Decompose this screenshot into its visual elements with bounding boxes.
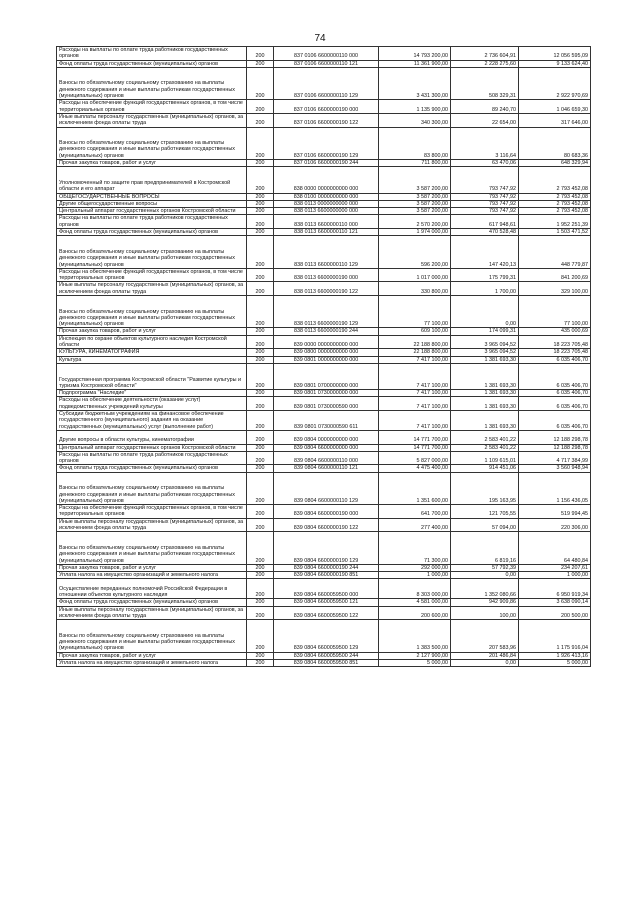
row-code-cell: 200 [247,127,274,159]
row-code-cell: 200 [247,200,274,207]
row-remainder-cell: 5 000,00 [519,660,591,667]
row-remainder-cell: 519 994,45 [519,505,591,519]
row-executed-cell: 22 654,00 [451,113,519,127]
row-kbk-cell: 838 0000 0000000000 000 [274,167,379,193]
row-name-cell: Расходы на обеспечение функций государственных органов, в том числе территориальных органов [57,100,247,114]
row-kbk-cell: 838 0113 0000000000 000 [274,200,379,207]
row-kbk-cell: 839 0804 6600000190 122 [274,518,379,532]
row-executed-cell: 57 094,00 [451,518,519,532]
row-remainder-cell: 6 035 406,70 [519,411,591,431]
table-row [57,349,591,356]
row-executed-cell: 617 948,61 [451,215,519,229]
table-row [57,47,591,61]
row-name-cell: Фонд оплаты труда государственных (муниципальных) органов [57,599,247,606]
table-row [57,532,591,564]
row-kbk-cell: 838 0113 6600000190 000 [274,268,379,282]
row-remainder-cell: 6 950 919,34 [519,579,591,599]
row-kbk-cell: 838 0113 6600000190 122 [274,282,379,296]
row-plan-cell: 3 587 200,00 [379,193,451,200]
row-executed-cell: 1 381 693,30 [451,363,519,389]
table-row [57,167,591,193]
row-plan-cell: 5 827 000,00 [379,451,451,465]
row-executed-cell: 793 747,92 [451,193,519,200]
row-executed-cell: 121 705,55 [451,505,519,519]
row-code-cell: 200 [247,328,274,335]
row-kbk-cell: 839 0804 6600059500 000 [274,579,379,599]
row-plan-cell: 711 800,00 [379,160,451,167]
row-name-cell: Взносы по обязательному социальному страхованию на выплаты денежного содержания и иные выплаты работникам государственных (муниципальных) органов [57,127,247,159]
row-kbk-cell: 837 0106 6600000110 129 [274,67,379,99]
row-plan-cell: 1 383 500,00 [379,620,451,652]
row-remainder-cell: 1 175 916,04 [519,620,591,652]
row-code-cell: 200 [247,579,274,599]
row-remainder-cell: 2 793 452,08 [519,208,591,215]
row-code-cell: 200 [247,472,274,504]
row-plan-cell: 1 017 000,00 [379,268,451,282]
row-code-cell: 200 [247,349,274,356]
row-remainder-cell: 317 646,00 [519,113,591,127]
row-executed-cell: 0,00 [451,295,519,327]
row-code-cell: 200 [247,229,274,236]
row-plan-cell: 77 100,00 [379,295,451,327]
row-executed-cell: 147 420,13 [451,236,519,268]
row-kbk-cell: 838 0113 6600000110 129 [274,236,379,268]
row-name-cell: Уполномоченный по защите прав предпринимателей в Костромской области и его аппарат [57,167,247,193]
row-remainder-cell: 2 793 452,08 [519,167,591,193]
row-executed-cell: 63 470,06 [451,160,519,167]
row-kbk-cell: 837 0106 6600000190 122 [274,113,379,127]
row-name-cell: Другие общегосударственные вопросы [57,200,247,207]
row-remainder-cell: 234 207,61 [519,564,591,571]
row-code-cell: 200 [247,295,274,327]
row-code-cell: 200 [247,356,274,363]
row-kbk-cell: 839 0801 0730000000 000 [274,390,379,397]
row-kbk-cell: 838 0100 0000000000 000 [274,193,379,200]
row-code-cell: 200 [247,451,274,465]
row-executed-cell: 1 381 693,30 [451,390,519,397]
row-remainder-cell: 435 000,69 [519,328,591,335]
row-plan-cell: 1 000,00 [379,572,451,579]
row-name-cell: Иные выплаты персоналу государственных (муниципальных) органов, за исключением фонда оплаты труда [57,113,247,127]
row-code-cell: 200 [247,335,274,349]
row-code-cell: 200 [247,518,274,532]
row-code-cell: 200 [247,572,274,579]
row-code-cell: 200 [247,363,274,389]
table-row [57,67,591,99]
row-code-cell: 200 [247,444,274,451]
row-plan-cell: 5 000,00 [379,660,451,667]
table-row [57,505,591,519]
row-code-cell: 200 [247,430,274,444]
row-code-cell: 200 [247,660,274,667]
row-kbk-cell: 839 0801 0700000000 000 [274,363,379,389]
row-remainder-cell: 1 952 251,39 [519,215,591,229]
row-remainder-cell: 3 560 948,94 [519,465,591,472]
row-plan-cell: 71 300,00 [379,532,451,564]
row-plan-cell: 7 417 100,00 [379,411,451,431]
row-code-cell: 200 [247,606,274,620]
row-plan-cell: 277 400,00 [379,518,451,532]
row-name-cell: Взносы по обязательному социальному страхованию на выплаты денежного содержания и иные выплаты работникам государственных (муниципальных) органов [57,620,247,652]
table-row [57,282,591,296]
row-name-cell: ОБЩЕГОСУДАРСТВЕННЫЕ ВОПРОСЫ [57,193,247,200]
table-row [57,100,591,114]
row-executed-cell: 2 583 401,22 [451,430,519,444]
row-executed-cell: 470 528,48 [451,229,519,236]
row-remainder-cell: 1 926 413,16 [519,652,591,659]
row-plan-cell: 2 127 900,00 [379,652,451,659]
row-plan-cell: 596 200,00 [379,236,451,268]
table-row [57,60,591,67]
row-code-cell: 200 [247,411,274,431]
table-row [57,229,591,236]
row-kbk-cell: 839 0804 6600000110 121 [274,465,379,472]
row-code-cell: 200 [247,193,274,200]
row-executed-cell: 793 747,92 [451,208,519,215]
table-row [57,160,591,167]
row-name-cell: КУЛЬТУРА, КИНЕМАТОГРАФИЯ [57,349,247,356]
row-code-cell: 200 [247,397,274,411]
row-code-cell: 200 [247,60,274,67]
row-remainder-cell: 12 188 298,78 [519,430,591,444]
row-remainder-cell: 6 035 406,70 [519,356,591,363]
row-code-cell: 200 [247,160,274,167]
row-remainder-cell: 18 223 705,48 [519,335,591,349]
row-kbk-cell: 837 0106 6600000110 121 [274,60,379,67]
row-plan-cell: 1 135 900,00 [379,100,451,114]
row-plan-cell: 22 188 800,00 [379,349,451,356]
table-row [57,451,591,465]
row-kbk-cell: 839 0801 0730000590 000 [274,397,379,411]
row-name-cell: Расходы на выплаты по оплате труда работников государственных органов [57,47,247,61]
row-executed-cell: 1 381 693,30 [451,411,519,431]
table-row [57,444,591,451]
row-plan-cell: 1 974 000,00 [379,229,451,236]
row-plan-cell: 2 570 200,00 [379,215,451,229]
table-row [57,390,591,397]
row-plan-cell: 200 600,00 [379,606,451,620]
table-row [57,606,591,620]
row-remainder-cell: 6 035 406,70 [519,390,591,397]
row-kbk-cell: 837 0106 6600000190 129 [274,127,379,159]
table-row [57,208,591,215]
row-plan-cell: 4 581 000,00 [379,599,451,606]
table-row [57,564,591,571]
row-plan-cell: 3 587 200,00 [379,167,451,193]
row-remainder-cell: 648 329,94 [519,160,591,167]
table-row [57,335,591,349]
table-row [57,579,591,599]
row-code-cell: 200 [247,67,274,99]
row-remainder-cell: 64 480,84 [519,532,591,564]
row-plan-cell: 83 800,00 [379,127,451,159]
row-kbk-cell: 838 0113 6600000190 244 [274,328,379,335]
row-remainder-cell: 841 200,69 [519,268,591,282]
row-kbk-cell: 838 0113 6600000110 121 [274,229,379,236]
row-remainder-cell: 220 306,00 [519,518,591,532]
row-plan-cell: 7 417 100,00 [379,356,451,363]
row-kbk-cell: 839 0804 0000000000 000 [274,430,379,444]
row-code-cell: 200 [247,652,274,659]
row-plan-cell: 340 300,00 [379,113,451,127]
table-row [57,356,591,363]
table-row [57,295,591,327]
row-name-cell: Другие вопросы в области культуры, кинематографии [57,430,247,444]
table-row [57,465,591,472]
row-executed-cell: 207 583,96 [451,620,519,652]
row-remainder-cell: 80 683,36 [519,127,591,159]
row-executed-cell: 1 381 693,30 [451,356,519,363]
row-executed-cell: 2 583 401,22 [451,444,519,451]
row-name-cell: Иные выплаты персоналу государственных (муниципальных) органов, за исключением фонда оплаты труда [57,282,247,296]
row-plan-cell: 641 700,00 [379,505,451,519]
row-executed-cell: 195 163,95 [451,472,519,504]
row-name-cell: Иные выплаты персоналу государственных (муниципальных) органов, за исключением фонда оплаты труда [57,518,247,532]
row-plan-cell: 292 000,00 [379,564,451,571]
row-name-cell: Взносы по обязательному социальному страхованию на выплаты денежного содержания и иные выплаты работникам государственных (муниципальных) органов [57,295,247,327]
row-remainder-cell: 9 133 624,40 [519,60,591,67]
row-remainder-cell: 12 188 298,78 [519,444,591,451]
row-name-cell: Государственная программа Костромской области "Развитие культуры и туризма Костромской области" [57,363,247,389]
row-plan-cell: 22 188 800,00 [379,335,451,349]
row-kbk-cell: 839 0804 6600000190 244 [274,564,379,571]
row-executed-cell: 508 329,31 [451,67,519,99]
row-remainder-cell: 1 046 659,30 [519,100,591,114]
row-executed-cell: 175 799,31 [451,268,519,282]
row-plan-cell: 3 587 200,00 [379,208,451,215]
row-code-cell: 200 [247,564,274,571]
row-name-cell: Субсидии бюджетным учреждениям на финансовое обеспечение государственного (муниципального) задания на оказание государственных (муниципальных) услуг (выполнение работ) [57,411,247,431]
row-code-cell: 200 [247,208,274,215]
row-code-cell: 200 [247,465,274,472]
row-executed-cell: 1 352 080,66 [451,579,519,599]
row-executed-cell: 201 486,84 [451,652,519,659]
row-remainder-cell: 6 035 406,70 [519,363,591,389]
row-name-cell: Прочая закупка товаров, работ и услуг [57,652,247,659]
row-name-cell: Прочая закупка товаров, работ и услуг [57,160,247,167]
row-remainder-cell: 1 000,00 [519,572,591,579]
row-plan-cell: 11 361 900,00 [379,60,451,67]
row-plan-cell: 1 351 600,00 [379,472,451,504]
row-executed-cell: 3 965 094,52 [451,349,519,356]
row-kbk-cell: 838 0113 6600000110 000 [274,215,379,229]
row-remainder-cell: 200 500,00 [519,606,591,620]
row-remainder-cell: 1 156 436,05 [519,472,591,504]
row-executed-cell: 1 381 693,30 [451,397,519,411]
row-kbk-cell: 837 0106 6600000110 000 [274,47,379,61]
row-plan-cell: 609 100,00 [379,328,451,335]
row-name-cell: Расходы на выплаты по оплате труда работников государственных органов [57,215,247,229]
table-row [57,620,591,652]
row-name-cell: Прочая закупка товаров, работ и услуг [57,564,247,571]
table-row [57,411,591,431]
row-executed-cell: 2 736 604,91 [451,47,519,61]
row-name-cell: Фонд оплаты труда государственных (муниципальных) органов [57,229,247,236]
row-remainder-cell: 6 035 406,70 [519,397,591,411]
row-name-cell: Прочая закупка товаров, работ и услуг [57,328,247,335]
table-row [57,127,591,159]
row-remainder-cell: 12 056 595,09 [519,47,591,61]
row-kbk-cell: 839 0804 6600000190 129 [274,532,379,564]
row-executed-cell: 100,00 [451,606,519,620]
page-number: 74 [314,33,326,44]
row-executed-cell: 89 240,70 [451,100,519,114]
row-name-cell: Фонд оплаты труда государственных (муниципальных) органов [57,465,247,472]
row-plan-cell: 7 417 100,00 [379,390,451,397]
row-kbk-cell: 839 0801 0730000590 611 [274,411,379,431]
row-plan-cell: 8 303 000,00 [379,579,451,599]
row-executed-cell: 3 965 094,52 [451,335,519,349]
row-kbk-cell: 839 0804 6600059500 129 [274,620,379,652]
row-name-cell: Культура [57,356,247,363]
row-executed-cell: 914 451,06 [451,465,519,472]
row-name-cell: Фонд оплаты труда государственных (муниципальных) органов [57,60,247,67]
table-row [57,215,591,229]
budget-table-body [57,47,591,667]
row-code-cell: 200 [247,532,274,564]
row-kbk-cell: 837 0106 6600000190 244 [274,160,379,167]
budget-execution-table [56,46,591,667]
row-code-cell: 200 [247,620,274,652]
row-plan-cell: 7 417 100,00 [379,363,451,389]
row-executed-cell: 1 109 615,01 [451,451,519,465]
row-plan-cell: 3 587 200,00 [379,200,451,207]
row-executed-cell: 1 700,00 [451,282,519,296]
row-code-cell: 200 [247,599,274,606]
row-name-cell: Иные выплаты персоналу государственных (муниципальных) органов, за исключением фонда оплаты труда [57,606,247,620]
row-code-cell: 200 [247,268,274,282]
row-name-cell: Центральный аппарат государственных органов Костромской области [57,444,247,451]
row-remainder-cell: 3 638 090,14 [519,599,591,606]
table-row [57,268,591,282]
row-code-cell: 200 [247,215,274,229]
row-remainder-cell: 2 793 452,08 [519,193,591,200]
row-executed-cell: 6 819,16 [451,532,519,564]
table-row [57,599,591,606]
row-name-cell: Центральный аппарат государственных органов Костромской области [57,208,247,215]
table-row [57,660,591,667]
table-row [57,113,591,127]
row-remainder-cell: 448 779,87 [519,236,591,268]
row-plan-cell: 3 431 300,00 [379,67,451,99]
row-kbk-cell: 839 0804 6600000110 129 [274,472,379,504]
row-plan-cell: 14 771 700,00 [379,444,451,451]
row-kbk-cell: 839 0804 6600059500 244 [274,652,379,659]
row-name-cell: Взносы по обязательному социальному страхованию на выплаты денежного содержания и иные выплаты работникам государственных (муниципальных) органов [57,236,247,268]
row-kbk-cell: 839 0800 0000000000 000 [274,349,379,356]
row-name-cell: Расходы на обеспечение деятельности (оказание услуг) подведомственных учреждений культуры [57,397,247,411]
row-code-cell: 200 [247,390,274,397]
row-code-cell: 200 [247,236,274,268]
row-code-cell: 200 [247,282,274,296]
row-plan-cell: 4 475 400,00 [379,465,451,472]
row-name-cell: Подпрограмма "Наследие" [57,390,247,397]
row-kbk-cell: 839 0804 6600000110 000 [274,451,379,465]
row-executed-cell: 793 747,92 [451,167,519,193]
row-remainder-cell: 2 793 452,08 [519,200,591,207]
row-name-cell: Расходы на обеспечение функций государственных органов, в том числе территориальных органов [57,505,247,519]
table-row [57,236,591,268]
row-name-cell: Взносы по обязательному социальному страхованию на выплаты денежного содержания и иные выплаты работникам государственных (муниципальных) органов [57,67,247,99]
table-row [57,430,591,444]
row-plan-cell: 330 800,00 [379,282,451,296]
row-remainder-cell: 18 223 705,48 [519,349,591,356]
table-row [57,363,591,389]
table-row [57,518,591,532]
table-row [57,472,591,504]
row-kbk-cell: 837 0106 6600000190 000 [274,100,379,114]
row-name-cell: Взносы по обязательному социальному страхованию на выплаты денежного содержания и иные выплаты работникам государственных (муниципальных) органов [57,532,247,564]
table-row [57,652,591,659]
row-kbk-cell: 839 0804 6600000190 000 [274,505,379,519]
table-row [57,193,591,200]
row-plan-cell: 7 417 100,00 [379,397,451,411]
row-executed-cell: 0,00 [451,572,519,579]
row-code-cell: 200 [247,100,274,114]
row-kbk-cell: 838 0113 6600000000 000 [274,208,379,215]
row-kbk-cell: 839 0801 0000000000 000 [274,356,379,363]
row-kbk-cell: 839 0804 6600059500 122 [274,606,379,620]
row-kbk-cell: 839 0804 6600059500 851 [274,660,379,667]
table-row [57,572,591,579]
row-code-cell: 200 [247,113,274,127]
row-executed-cell: 942 909,86 [451,599,519,606]
row-kbk-cell: 839 0804 6600000000 000 [274,444,379,451]
table-row [57,397,591,411]
row-code-cell: 200 [247,505,274,519]
row-remainder-cell: 1 503 471,52 [519,229,591,236]
row-name-cell: Осуществление переданных полномочий Российской Федерации в отношении объектов культурного наследия [57,579,247,599]
table-row [57,200,591,207]
row-plan-cell: 14 771 700,00 [379,430,451,444]
row-kbk-cell: 839 0804 6600000190 851 [274,572,379,579]
row-executed-cell: 57 792,39 [451,564,519,571]
row-remainder-cell: 4 717 384,99 [519,451,591,465]
row-kbk-cell: 838 0113 6600000190 129 [274,295,379,327]
row-name-cell: Уплата налога на имущество организаций и земельного налога [57,660,247,667]
row-executed-cell: 3 116,64 [451,127,519,159]
row-remainder-cell: 2 922 970,69 [519,67,591,99]
row-code-cell: 200 [247,167,274,193]
row-plan-cell: 14 793 200,00 [379,47,451,61]
row-kbk-cell: 839 0804 6600059500 121 [274,599,379,606]
row-kbk-cell: 839 0000 0000000000 000 [274,335,379,349]
row-executed-cell: 174 099,31 [451,328,519,335]
row-name-cell: Взносы по обязательному социальному страхованию на выплаты денежного содержания и иные выплаты работникам государственных (муниципальных) органов [57,472,247,504]
row-name-cell: Инспекция по охране объектов культурного наследия Костромской области [57,335,247,349]
row-name-cell: Расходы на обеспечение функций государственных органов, в том числе территориальных органов [57,268,247,282]
row-code-cell: 200 [247,47,274,61]
row-executed-cell: 793 747,92 [451,200,519,207]
row-executed-cell: 0,00 [451,660,519,667]
row-remainder-cell: 329 100,00 [519,282,591,296]
row-executed-cell: 2 228 275,60 [451,60,519,67]
table-row [57,328,591,335]
row-remainder-cell: 77 100,00 [519,295,591,327]
row-name-cell: Расходы на выплаты по оплате труда работников государственных органов [57,451,247,465]
row-name-cell: Уплата налога на имущество организаций и земельного налога [57,572,247,579]
